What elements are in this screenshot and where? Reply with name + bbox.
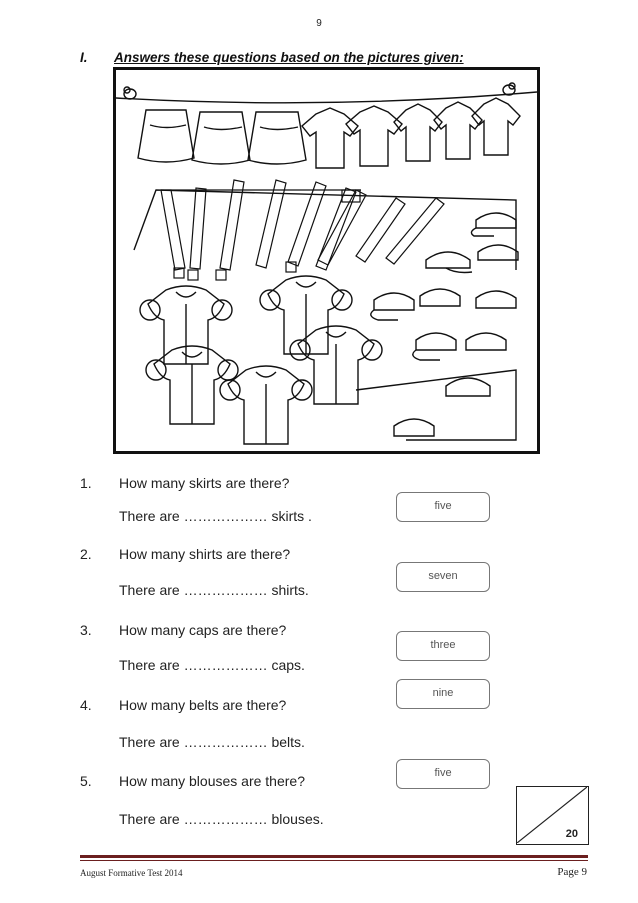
footer-page-number: Page 9: [557, 866, 587, 878]
question-number: 1.: [80, 475, 92, 491]
footer-rule-thick: [80, 855, 588, 858]
question-1: [80, 475, 410, 535]
question-number: 2.: [80, 546, 92, 562]
answer-sentence: There are ……………… shirts.: [119, 582, 309, 598]
clothes-illustration: [113, 67, 540, 454]
page-number-top: 9: [316, 18, 322, 29]
answer-sentence: There are ……………… caps.: [119, 657, 305, 673]
answer-box-2[interactable]: seven: [396, 562, 490, 592]
question-text: How many blouses are there?: [119, 773, 305, 789]
section-instruction: Answers these questions based on the pictures given:: [114, 50, 464, 65]
question-4: [80, 697, 410, 757]
footer-rule-thin: [80, 860, 588, 861]
question-number: 4.: [80, 697, 92, 713]
answer-sentence: There are ……………… blouses.: [119, 811, 324, 827]
question-2: [80, 546, 410, 606]
score-box: [516, 786, 589, 845]
section-heading: [80, 50, 464, 65]
section-number: I.: [80, 50, 88, 65]
score-total: 20: [565, 828, 578, 840]
question-text: How many skirts are there?: [119, 475, 290, 491]
question-5: [80, 773, 410, 833]
answer-sentence: There are ……………… belts.: [119, 734, 305, 750]
question-number: 5.: [80, 773, 92, 789]
answer-box-5[interactable]: five: [396, 759, 490, 789]
question-3: [80, 622, 410, 682]
answer-box-4[interactable]: nine: [396, 679, 490, 709]
question-text: How many belts are there?: [119, 697, 287, 713]
question-text: How many shirts are there?: [119, 546, 291, 562]
answer-box-1[interactable]: five: [396, 492, 490, 522]
answer-sentence: There are ……………… skirts .: [119, 508, 312, 524]
answer-box-3[interactable]: three: [396, 631, 490, 661]
question-text: How many caps are there?: [119, 622, 287, 638]
clothes-illustration-icon: [116, 70, 537, 451]
question-number: 3.: [80, 622, 92, 638]
footer-test-name: August Formative Test 2014: [80, 868, 183, 878]
